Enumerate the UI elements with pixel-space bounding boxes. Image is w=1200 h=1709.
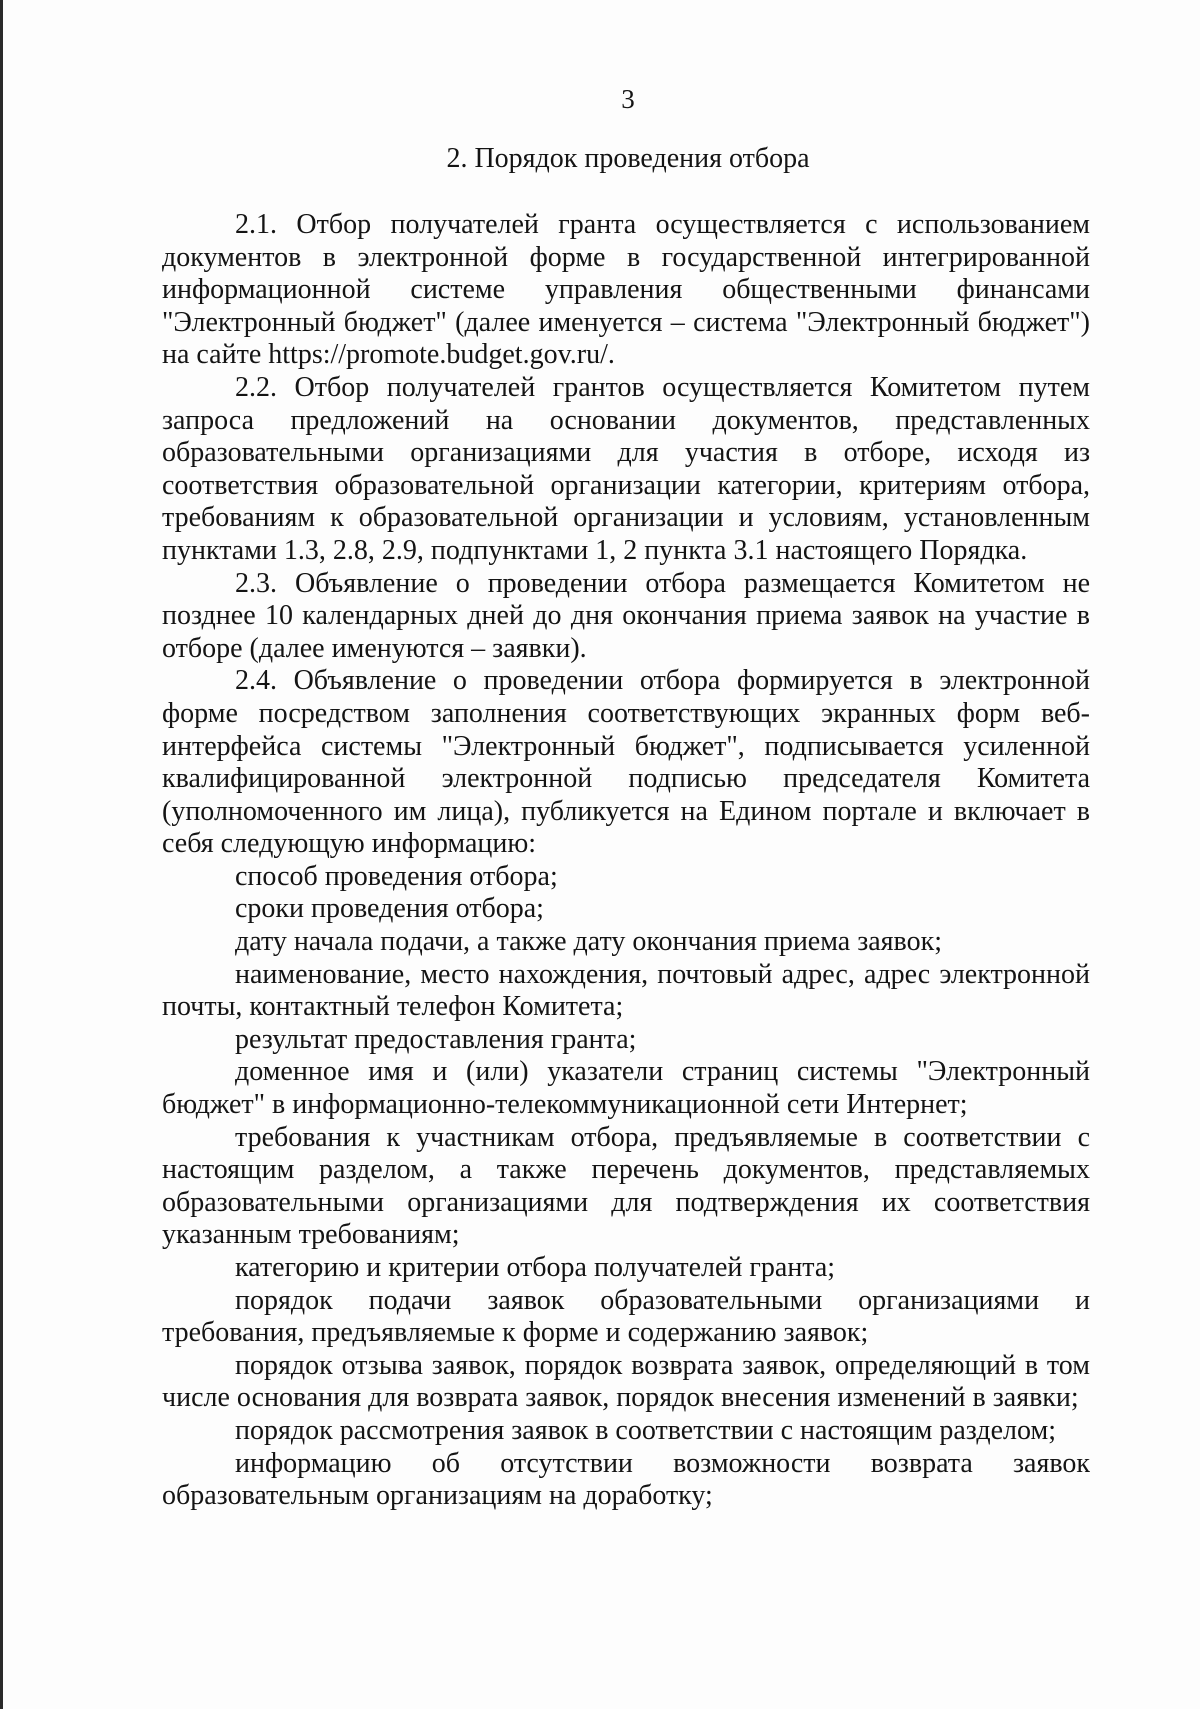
list-item-selection-dates: сроки проведения отбора; xyxy=(235,893,544,925)
paragraph-2-4: 2.4. Объявление о проведении отбора формируется в электронной форме посредством заполнения соответствующих экранных форм веб-интерфейса системы "Электронный бюджет", подписывается усиленной квалифицированной электронной подписью председателя Комитета (уполномоченного им лица), публикуется на Едином портале и включает в себя следующую информацию: xyxy=(162,665,1090,860)
paragraph-2-2: 2.2. Отбор получателей грантов осуществляется Комитетом путем запроса предложений на основании документов, представленных образовательными организациями для участия в отборе, исходя из соответствия образовательной организации категории, критериям отбора, требованиям к образовательной организации и условиям, установленным пунктами 1.3, 2.8, 2.9, подпунктами 1, 2 пункта 3.1 настоящего Порядка. xyxy=(162,371,1090,566)
list-item-review-procedure: порядок рассмотрения заявок в соответствии с настоящим разделом; xyxy=(235,1414,1056,1446)
list-item-domain-name: доменное имя и (или) указатели страниц системы "Электронный бюджет" в информационно-телекоммуникационной сети Интернет; xyxy=(162,1056,1090,1121)
list-item-no-return-info: информацию об отсутствии возможности возврата заявок образовательным организациям на доработку; xyxy=(162,1447,1090,1512)
list-item-participant-requirements: требования к участникам отбора, предъявляемые в соответствии с настоящим разделом, а также перечень документов, представляемых образовательными организациями для подтверждения их соответствия указанным требованиям; xyxy=(162,1121,1090,1251)
list-item-submission-dates: дату начала подачи, а также дату окончания приема заявок; xyxy=(235,926,942,958)
list-item-withdrawal-procedure: порядок отзыва заявок, порядок возврата заявок, определяющий в том числе основания для возврата заявок, порядок внесения изменений в заявки; xyxy=(162,1349,1090,1414)
list-item-submission-procedure: порядок подачи заявок образовательными организациями и требования, предъявляемые к форме и содержанию заявок; xyxy=(162,1284,1090,1349)
section-title: 2. Порядок проведения отбора xyxy=(446,143,810,174)
scan-left-edge xyxy=(0,0,3,1709)
paragraph-2-1: 2.1. Отбор получателей гранта осуществляется с использованием документов в электронной форме в государственной интегрированной информационной системе управления общественными финансами "Электронный бюджет" (далее именуется – система "Электронный бюджет") на сайте https://promote.budget.gov.ru/. xyxy=(162,209,1090,371)
page-number: 3 xyxy=(621,84,635,114)
list-item-committee-contacts: наименование, место нахождения, почтовый адрес, адрес электронной почты, контактный телефон Комитета; xyxy=(162,958,1090,1023)
paragraph-2-3: 2.3. Объявление о проведении отбора размещается Комитетом не позднее 10 календарных дней до дня окончания приема заявок на участие в отборе (далее именуются – заявки). xyxy=(162,567,1090,664)
list-item-category-criteria: категорию и критерии отбора получателей гранта; xyxy=(235,1252,836,1283)
document-body xyxy=(162,209,1090,1513)
list-item-selection-method: способ проведения отбора; xyxy=(235,860,558,892)
list-item-grant-result: результат предоставления гранта; xyxy=(235,1023,637,1055)
